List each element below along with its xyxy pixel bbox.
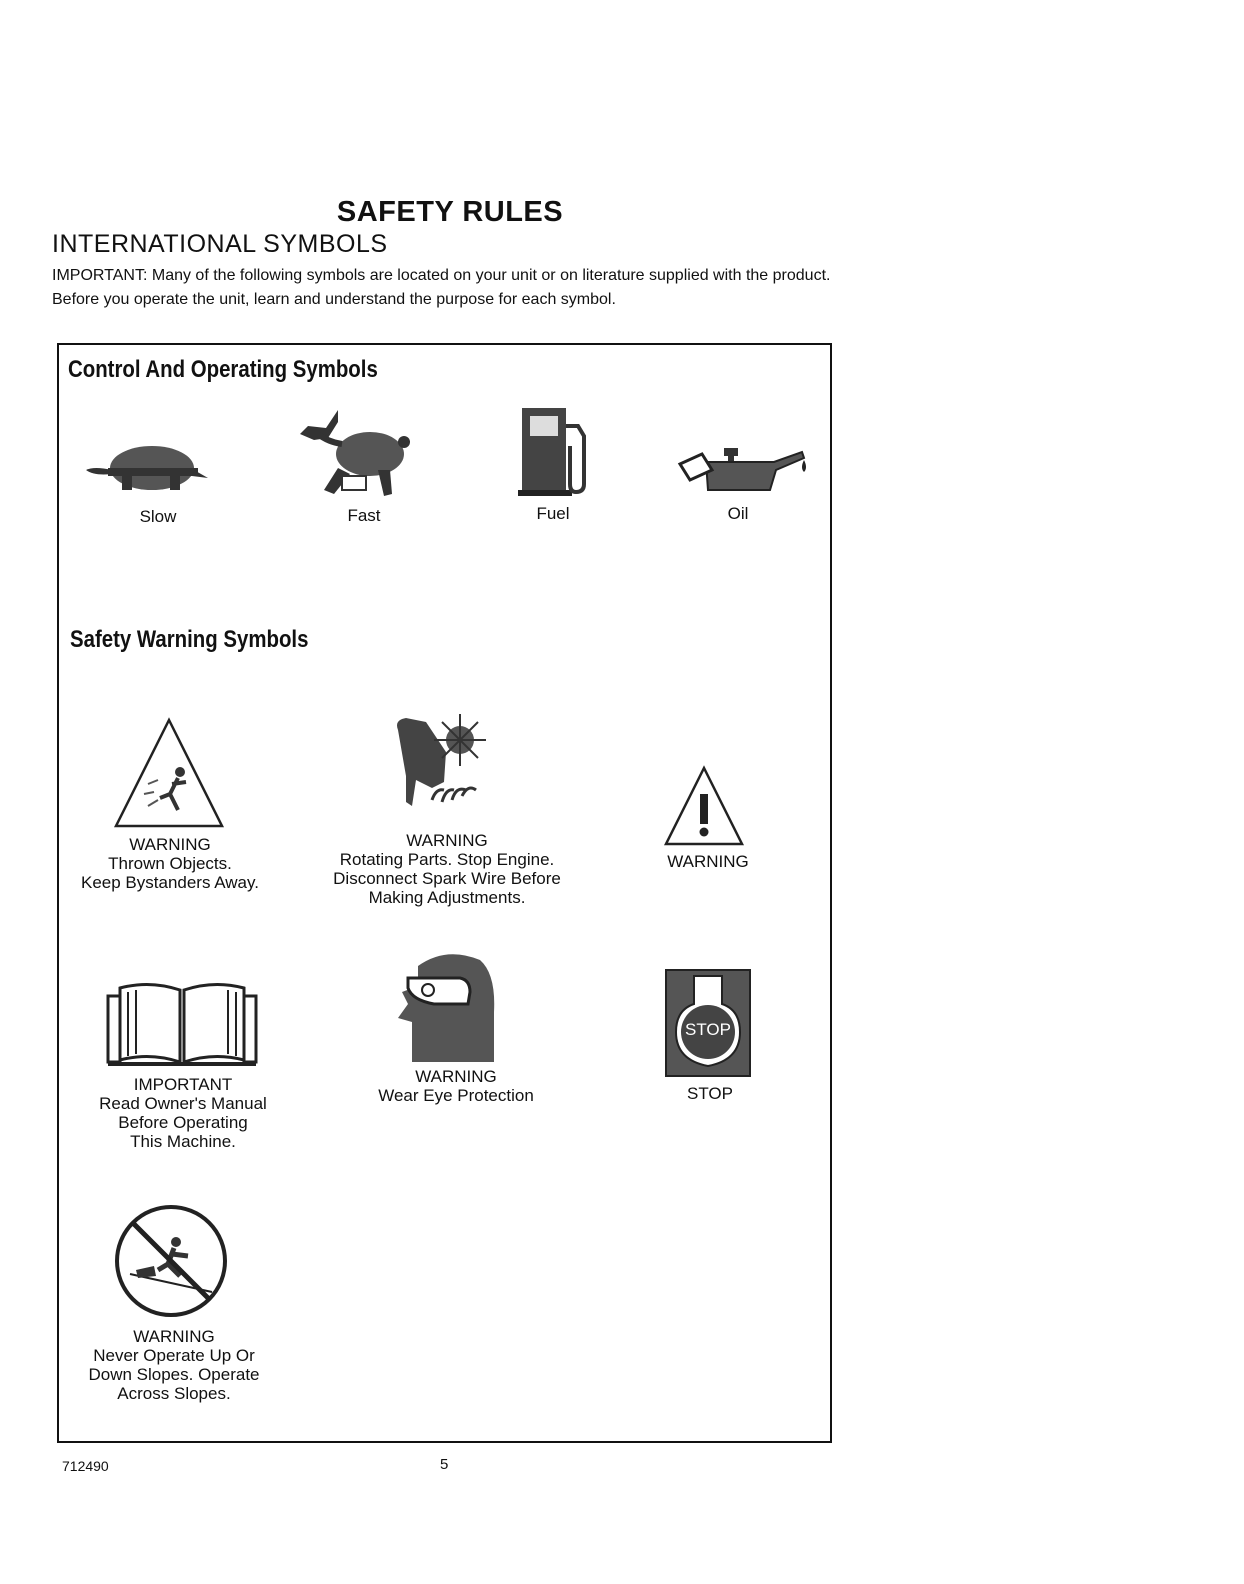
page-number: 5 <box>440 1456 449 1473</box>
document-code: 712490 <box>62 1458 109 1474</box>
rotating-line1: Rotating Parts. Stop Engine. <box>339 850 555 869</box>
eye-line1: Wear Eye Protection <box>378 1086 534 1105</box>
page-title: SAFETY RULES <box>336 196 564 228</box>
slopes-line3: Across Slopes. <box>117 1384 231 1403</box>
control-heading: Control And Operating Symbols <box>68 356 378 383</box>
turtle-icon <box>82 440 212 500</box>
manual-title: IMPORTANT <box>133 1075 233 1094</box>
rotating-parts-hand-icon <box>392 710 492 828</box>
read-manual-book-icon <box>106 978 258 1068</box>
general-warning-title: WARNING <box>667 852 749 871</box>
no-slopes-prohibition-icon <box>114 1204 228 1318</box>
section-subtitle: INTERNATIONAL SYMBOLS <box>52 230 388 258</box>
thrown-line2: Keep Bystanders Away. <box>81 873 259 892</box>
thrown-objects-warning-icon <box>114 718 224 830</box>
eye-title: WARNING <box>415 1067 497 1086</box>
fuel-label: Fuel <box>536 504 570 523</box>
slow-label: Slow <box>139 507 177 526</box>
slopes-title: WARNING <box>133 1327 215 1346</box>
manual-line1: Read Owner's Manual <box>99 1094 267 1113</box>
rotating-line3: Making Adjustments. <box>368 888 526 907</box>
oil-label: Oil <box>727 504 749 523</box>
stop-sign-text: STOP <box>685 1020 731 1039</box>
eye-protection-helmet-icon <box>394 952 498 1064</box>
thrown-title: WARNING <box>129 835 211 854</box>
rotating-line2: Disconnect Spark Wire Before <box>333 869 561 888</box>
oil-can-icon <box>678 446 810 494</box>
manual-line3: This Machine. <box>130 1132 236 1151</box>
thrown-line1: Thrown Objects. <box>108 854 232 873</box>
rabbit-icon <box>298 408 414 498</box>
rotating-title: WARNING <box>406 831 488 850</box>
intro-paragraph: IMPORTANT: Many of the following symbols are located on your unit or on literature supplied with the product. Before you operate the unit, learn and understand the purpose for each symbol. <box>52 267 831 308</box>
fast-label: Fast <box>347 506 381 525</box>
manual-line2: Before Operating <box>118 1113 248 1132</box>
stop-title: STOP <box>687 1084 733 1103</box>
safety-heading: Safety Warning Symbols <box>70 626 309 653</box>
slopes-line1: Never Operate Up Or <box>93 1346 255 1365</box>
general-warning-icon <box>664 766 744 848</box>
fuel-pump-icon <box>518 406 590 498</box>
slopes-line2: Down Slopes. Operate <box>88 1365 260 1384</box>
